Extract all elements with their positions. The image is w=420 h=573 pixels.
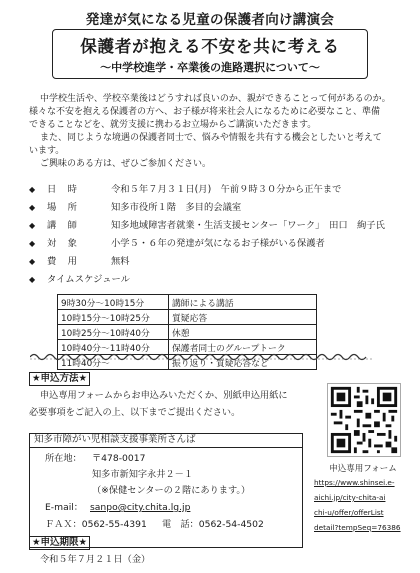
table-row	[58, 310, 317, 325]
qr-code-icon[interactable]	[327, 383, 401, 457]
schedule-time: 10時25分～10時40分	[58, 325, 169, 340]
address: 知多市新知字永井２－１	[92, 469, 194, 480]
deadline-date: 令和５年７月２１日（金）	[40, 554, 151, 565]
fax-number: ＦＡＸ：0562-55-4391	[45, 519, 147, 530]
event-label: 講 師	[47, 220, 78, 231]
intro-line: ご興味のある方は、ぜひご参加ください。	[40, 159, 212, 169]
diamond-bullet-icon: ◆	[29, 239, 36, 248]
application-line: 申込専用フォームからお申込みいただくか、別紙申込用紙に	[40, 390, 288, 401]
event-label: タイムスケジュール	[47, 274, 130, 285]
schedule-time: 10時15分～10時25分	[58, 310, 169, 325]
schedule-time: 10時40分～11時40分	[58, 340, 169, 355]
table-row	[58, 325, 317, 340]
contact-org-name: 知多市障がい児相談支援事業所さんば	[29, 433, 303, 448]
subtitle: ～中学校進学・卒業後の進路選択について～	[100, 61, 320, 74]
event-label: 場 所	[47, 202, 78, 213]
schedule-item: 振り返り・質疑応答など	[169, 355, 317, 370]
event-type-title: 発達が気になる児童の保護者向け講演会	[85, 12, 335, 28]
main-title: 保護者が抱える不安を共に考える	[80, 37, 340, 56]
schedule-time: 11時40分～	[58, 355, 169, 370]
event-label: 費 用	[47, 256, 78, 267]
postal-code: 〒478-0017	[92, 453, 146, 464]
deadline-heading: ★申込期限★	[29, 536, 90, 550]
intro-line: 中学校生活や、学校卒業後はどうすれば良いのか、親ができることって何があるのか。	[40, 94, 391, 104]
form-url-line[interactable]: detail?tempSeq=76386	[314, 523, 401, 532]
event-value: 小学５・６年の発達が気になるお子様がいる保護者	[111, 238, 325, 249]
event-row-target	[29, 237, 325, 251]
event-label: 日 時	[47, 184, 78, 195]
schedule-item: 休憩	[169, 325, 317, 340]
event-value: 知多市役所１階 多目的会議室	[111, 202, 242, 213]
intro-line: います。	[29, 146, 65, 156]
event-value: 令和５年７月３１日(月) 午前９時３０分から正午まで	[111, 184, 342, 195]
email-label: E-mail：	[45, 502, 83, 513]
table-row	[58, 295, 317, 310]
application-heading: ★申込方法★	[29, 372, 90, 386]
event-value: 無料	[111, 256, 130, 267]
form-url-line[interactable]: chi-u/offer/offerList	[314, 508, 384, 517]
schedule-time: 9時30分～10時15分	[58, 295, 169, 310]
event-label: 対 象	[47, 238, 78, 249]
diamond-bullet-icon: ◆	[29, 221, 36, 230]
schedule-item: 講師による講話	[169, 295, 317, 310]
schedule-item: 保護者同士のグループトーク	[169, 340, 317, 355]
form-url-line[interactable]: aichi.jp/city-chita-ai	[314, 493, 386, 502]
address-note: （※保健センターの２階にあります。）	[92, 485, 251, 496]
form-label: 申込専用フォーム	[329, 464, 397, 474]
intro-line: できることなどを、就労支援に携わるお立場からご講演いただきます。	[29, 120, 317, 130]
phone-number: 電 話：0562-54-4502	[162, 519, 264, 530]
diamond-bullet-icon: ◆	[29, 203, 36, 212]
event-row-fee	[29, 255, 130, 269]
address-label: 所在地：	[45, 453, 82, 464]
event-value: 知多地域障害者就業・生活支援センター「ワーク」 田口 絢子氏	[111, 220, 385, 231]
diamond-bullet-icon: ◆	[29, 185, 36, 194]
decorative-border-illustration	[30, 352, 372, 362]
intro-line: 様々な不安を抱える保護者の方へ、お子様が将来社会人になるために必要なこと、準備	[29, 107, 381, 117]
event-row-schedule	[29, 273, 130, 287]
event-row-place	[29, 201, 241, 215]
event-row-lecturer	[29, 219, 385, 233]
schedule-item: 質疑応答	[169, 310, 317, 325]
event-row-date	[29, 183, 341, 197]
email-link[interactable]: sanpo@city.chita.lg.jp	[90, 502, 191, 513]
diamond-bullet-icon: ◆	[29, 257, 36, 266]
intro-line: また、同じような境遇の保護者同士で、悩みや情報を共有する機会としたいと考えて	[40, 133, 382, 143]
form-url-line[interactable]: https://www.shinsei.e-	[314, 478, 395, 487]
application-line: 必要事項をご記入の上、以下までご提出ください。	[29, 407, 241, 418]
diamond-bullet-icon: ◆	[29, 275, 36, 284]
